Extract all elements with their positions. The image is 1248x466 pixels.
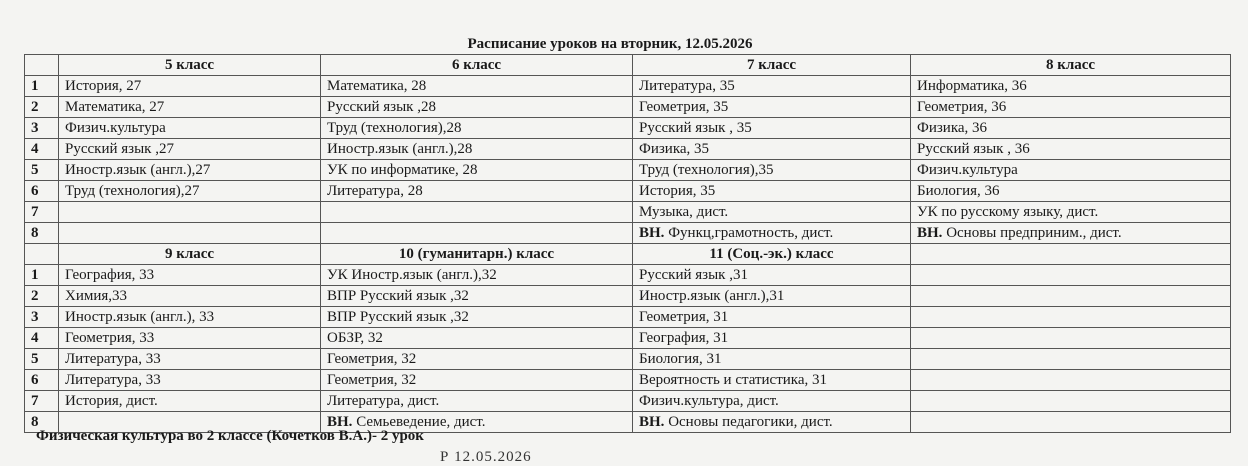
lesson-cell: [911, 223, 1231, 244]
lesson-cell: [911, 139, 1231, 160]
lesson-text: Труд (технология),28: [327, 120, 462, 136]
bottom-block-header-row: [25, 244, 1231, 265]
lesson-text: Физич.культура: [917, 162, 1018, 178]
table-row: [25, 349, 1231, 370]
lesson-text: Иностр.язык (англ.),28: [327, 141, 473, 157]
table-row: [25, 160, 1231, 181]
table-row: [25, 328, 1231, 349]
lesson-cell: [911, 76, 1231, 97]
lesson-cell: [59, 160, 321, 181]
lesson-cell: [321, 223, 633, 244]
lesson-text: Иностр.язык (англ.), 33: [65, 309, 215, 325]
table-row: [25, 286, 1231, 307]
lesson-text: Геометрия, 31: [639, 309, 729, 325]
lesson-text: УК по русскому языку, дист.: [917, 204, 1099, 220]
class-header: 6 класс: [321, 55, 633, 76]
lesson-text: История, дист.: [65, 393, 158, 409]
lesson-cell: [321, 328, 633, 349]
lesson-cell: [321, 160, 633, 181]
lesson-text: Литература, 33: [65, 372, 161, 388]
lesson-text: Русский язык ,31: [639, 267, 748, 283]
lesson-text: ВПР Русский язык ,32: [327, 288, 469, 304]
lesson-text: Геометрия, 35: [639, 99, 729, 115]
lesson-cell: [633, 412, 911, 433]
lesson-text: Математика, 28: [327, 78, 427, 94]
lesson-cell: [321, 286, 633, 307]
lesson-text: География, 33: [65, 267, 155, 283]
lesson-text: Семьеведение, дист.: [356, 414, 486, 430]
lesson-cell: [633, 160, 911, 181]
lesson-text: Физич.культура, дист.: [639, 393, 779, 409]
lesson-text: Информатика, 36: [917, 78, 1027, 94]
lesson-cell: [59, 97, 321, 118]
extracurricular-prefix: ВН.: [639, 414, 665, 430]
table-row: [25, 118, 1231, 139]
lesson-text: Иностр.язык (англ.),31: [639, 288, 785, 304]
lesson-cell: [59, 328, 321, 349]
lesson-cell: [633, 97, 911, 118]
lesson-text: Геометрия, 32: [327, 351, 417, 367]
lesson-text: Геометрия, 33: [65, 330, 155, 346]
lesson-cell: [59, 118, 321, 139]
lesson-text: Математика, 27: [65, 99, 165, 115]
lesson-number: 4: [25, 328, 59, 349]
lesson-cell: [911, 286, 1231, 307]
lesson-text: Русский язык , 35: [639, 120, 752, 136]
lesson-number: 3: [25, 307, 59, 328]
table-row: [25, 202, 1231, 223]
lesson-number: 8: [25, 223, 59, 244]
lesson-text: Основы педагогики, дист.: [668, 414, 833, 430]
lesson-cell: [633, 265, 911, 286]
table-row: [25, 97, 1231, 118]
lesson-number: 8: [25, 412, 59, 433]
page-title: Расписание уроков на вторник, 12.05.2026: [467, 36, 753, 52]
lesson-number: 1: [25, 265, 59, 286]
lesson-cell: [911, 202, 1231, 223]
lesson-text: Труд (технология),27: [65, 183, 200, 199]
lesson-cell: [321, 202, 633, 223]
lesson-cell: [321, 370, 633, 391]
lesson-cell: [633, 202, 911, 223]
lesson-cell: [911, 265, 1231, 286]
lesson-text: География, 31: [639, 330, 729, 346]
class-header: 11 (Соц.-эк.) класс: [633, 244, 911, 265]
lesson-text: Физика, 35: [639, 141, 710, 157]
lesson-cell: [911, 391, 1231, 412]
lesson-cell: [321, 76, 633, 97]
lesson-cell: [59, 76, 321, 97]
lesson-cell: [321, 349, 633, 370]
lesson-number: 4: [25, 139, 59, 160]
table-row: [25, 181, 1231, 202]
lesson-text: УК по информатике, 28: [327, 162, 478, 178]
lesson-cell: [633, 181, 911, 202]
class-header: 7 класс: [633, 55, 911, 76]
footer-note: Физическая культура во 2 классе (Кочетков В.А.)- 2 урок: [36, 428, 424, 444]
lesson-text: УК Иностр.язык (англ.),32: [327, 267, 497, 283]
extracurricular-prefix: ВН.: [917, 225, 943, 241]
lesson-number: 6: [25, 181, 59, 202]
lesson-cell: [911, 181, 1231, 202]
schedule-table: [24, 54, 1231, 433]
lesson-cell: [633, 76, 911, 97]
lesson-cell: [59, 370, 321, 391]
lesson-cell: [633, 139, 911, 160]
lesson-cell: [911, 370, 1231, 391]
lesson-text: Русский язык ,27: [65, 141, 174, 157]
class-header: 10 (гуманитарн.) класс: [321, 244, 633, 265]
lesson-cell: [321, 265, 633, 286]
lesson-text: Физич.культура: [65, 120, 166, 136]
lesson-cell: [59, 391, 321, 412]
lesson-number: 2: [25, 97, 59, 118]
class-header: 8 класс: [911, 55, 1231, 76]
lesson-text: Основы предприним., дист.: [946, 225, 1122, 241]
lesson-cell: [911, 307, 1231, 328]
table-row: [25, 370, 1231, 391]
lesson-text: Литература, 35: [639, 78, 735, 94]
lesson-text: ОБЗР, 32: [327, 330, 383, 346]
lesson-cell: [321, 181, 633, 202]
lesson-cell: [59, 202, 321, 223]
lesson-cell: [321, 118, 633, 139]
lesson-cell: [633, 349, 911, 370]
lesson-cell: [911, 349, 1231, 370]
lesson-text: Иностр.язык (англ.),27: [65, 162, 211, 178]
lesson-cell: [911, 118, 1231, 139]
lesson-text: Геометрия, 32: [327, 372, 417, 388]
corner-cell: [25, 244, 59, 265]
table-row: [25, 391, 1231, 412]
lesson-cell: [633, 223, 911, 244]
lesson-cell: [911, 412, 1231, 433]
lesson-text: Труд (технология),35: [639, 162, 774, 178]
lesson-cell: [911, 160, 1231, 181]
lesson-text: Биология, 36: [917, 183, 1000, 199]
lesson-cell: [633, 286, 911, 307]
lesson-cell: [633, 307, 911, 328]
lesson-text: Русский язык ,28: [327, 99, 436, 115]
table-row: [25, 265, 1231, 286]
lesson-text: Физика, 36: [917, 120, 988, 136]
lesson-text: Музыка, дист.: [639, 204, 729, 220]
lesson-text: ВПР Русский язык ,32: [327, 309, 469, 325]
lesson-text: Русский язык , 36: [917, 141, 1030, 157]
lesson-number: 7: [25, 202, 59, 223]
class-header: 9 класс: [59, 244, 321, 265]
top-block-header-row: [25, 55, 1231, 76]
table-row: [25, 223, 1231, 244]
lesson-cell: [633, 370, 911, 391]
lesson-text: Вероятность и статистика, 31: [639, 372, 828, 388]
lesson-text: Геометрия, 36: [917, 99, 1007, 115]
lesson-number: 7: [25, 391, 59, 412]
corner-cell: [25, 55, 59, 76]
lesson-cell: [59, 139, 321, 160]
lesson-cell: [321, 307, 633, 328]
lesson-text: История, 35: [639, 183, 716, 199]
lesson-cell: [59, 265, 321, 286]
lesson-text: Химия,33: [65, 288, 128, 304]
lesson-number: 5: [25, 160, 59, 181]
extracurricular-prefix: ВН.: [327, 414, 353, 430]
lesson-cell: [911, 328, 1231, 349]
table-row: [25, 76, 1231, 97]
lesson-cell: [633, 118, 911, 139]
lesson-cell: [321, 139, 633, 160]
lesson-cell: [911, 97, 1231, 118]
lesson-text: История, 27: [65, 78, 142, 94]
extracurricular-prefix: ВН.: [639, 225, 665, 241]
lesson-number: 1: [25, 76, 59, 97]
lesson-number: 6: [25, 370, 59, 391]
lesson-cell: [59, 307, 321, 328]
lesson-number: 2: [25, 286, 59, 307]
lesson-number: 3: [25, 118, 59, 139]
table-row: [25, 139, 1231, 160]
lesson-text: Литература, 28: [327, 183, 423, 199]
lesson-text: Литература, дист.: [327, 393, 440, 409]
lesson-text: Литература, 33: [65, 351, 161, 367]
lesson-cell: [59, 181, 321, 202]
table-row: [25, 307, 1231, 328]
lesson-cell: [59, 223, 321, 244]
cut-off-line: Р 12.05.2026: [440, 449, 532, 465]
lesson-cell: [59, 349, 321, 370]
lesson-cell: [633, 328, 911, 349]
class-header: 5 класс: [59, 55, 321, 76]
lesson-cell: [59, 286, 321, 307]
lesson-cell: [321, 391, 633, 412]
lesson-cell: [633, 391, 911, 412]
lesson-text: Функц,грамотность, дист.: [668, 225, 834, 241]
lesson-text: Биология, 31: [639, 351, 722, 367]
lesson-cell: [321, 97, 633, 118]
class-header: [911, 244, 1231, 265]
lesson-number: 5: [25, 349, 59, 370]
